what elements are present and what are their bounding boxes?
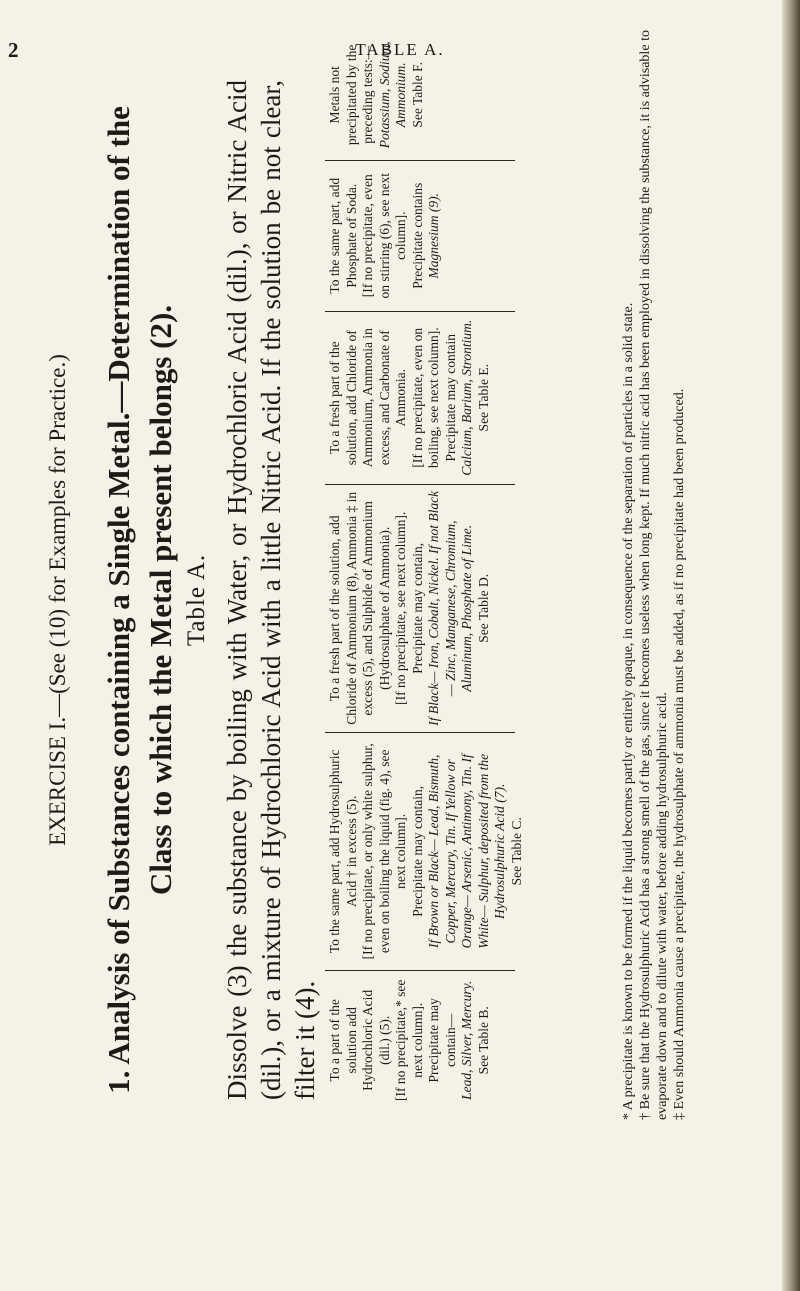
column-note: [If no precipitate, see next column]. [393,511,408,705]
column-items: Magnesium (9). [426,193,441,279]
column-items: Potassium, Sodium, Ammonium. [376,41,408,149]
column-reference: See Table E. [475,364,491,432]
column-head: To the same part, add Hydrosulphuric Acid † in excess (5). [327,749,359,954]
table-column-remaining-metals [325,30,515,160]
page-number: 2 [8,38,19,62]
footnote: † Be sure that the Hydrosulphuric Acid has a strong smell of the gas, since it becomes useless when long kept. If much nitric acid has been employed in dissolving the substance, it is advisable to evaporate down and to dilute with water, before adding hydrosulphuric acid. [638,30,670,1120]
column-head: To a fresh part of the solution, add Chloride of Ammonium (8), Ammonia ‡ in excess (5), and Sulphide of Ammonium (Hydrosulphate of Ammonia). [327,491,392,725]
column-head: Metals not precipitated by the preceding tests:— [327,44,375,146]
analysis-table [325,30,524,1110]
column-reference: See Table C. [508,817,524,886]
table-title: Table A. [183,553,210,647]
column-note: [If no precipitate, even on stirring (6), see next column]. [360,172,408,299]
footnote: ‡ Even should Ammonia cause a precipitate, the hydrosulphate of ammonia must be added, as if no precipitate had been produced. [672,388,687,1120]
table-column-ammonium-sulphide [325,484,515,732]
intro-instructions: Dissolve (3) the substance by boiling with Water, or Hydrochloric Acid (dil.), or Nitric Acid (dil.), or a mixture of Hydrochloric Acid with a little Nitric Acid. If the solution be not clear, filter it (4). [222,80,320,1100]
column-items: If Brown or Black— Lead, Bismuth, Copper, Mercury, Tin. If Yellow or Orange— Arsenic, Antimony, Tin. If White— Sulphur, deposited from the Hydrosulphuric Acid (7). [426,753,507,949]
column-head: To a fresh part of the solution, add Chloride of Ammonium, Ammonia in excess, and Carbonate of Ammonia. [327,328,408,468]
column-reference: See Table F. [409,62,425,128]
column-items: Calcium, Barium, Strontium. [459,319,474,476]
column-result: Precipitate may contain, [409,542,425,674]
column-note: [If no precipitate, even on boiling, see next column]. [409,327,441,469]
column-head: To a part of the solution add Hydrochloric Acid (dil.) (5). [327,989,392,1091]
footnotes [620,30,688,1120]
column-reference: See Table B. [475,1006,491,1075]
column-items: If Black— Iron, Cobalt, Nickel. If not Black— Zinc, Manganese, Chromium, Aluminum, Phosphate of Lime. [426,490,474,726]
column-head: To the same part, add Phosphate of Soda. [327,177,359,294]
footnote: * A precipitate is known to be formed if the liquid becomes partly or entirely opaque, in consequence of the separation of particles in a solid state. [621,302,636,1120]
column-result: Precipitate may contain— [426,998,458,1083]
exercise-title: EXERCISE I.—(See (10) for Examples for Practice.) [45,354,70,846]
column-note: [If no precipitate,* see next column]. [393,979,425,1102]
rotated-content [20,10,780,1130]
page-edge-shadow [782,0,800,1291]
table-column-hydrochloric [325,970,515,1110]
table-column-hydrosulphuric [325,732,524,970]
column-result: Precipitate may contain, [409,785,425,917]
table-column-carbonate [325,311,515,484]
column-result: Precipitate contains [409,182,425,289]
column-reference: See Table D. [475,573,491,643]
column-result: Precipitate may contain [442,334,458,462]
main-title: 1. Analysis of Substances containing a Single Metal.—Determination of the Class to which the Metal present belongs (2). [101,106,178,1094]
running-header: TABLE A. [355,40,445,59]
column-items: Lead, Silver, Mercury. [459,980,474,1100]
table-column-phosphate [325,160,515,311]
column-note: [If no precipitate, or only white sulphur, even on boiling the liquid (fig. 4), see next column]. [360,743,408,960]
